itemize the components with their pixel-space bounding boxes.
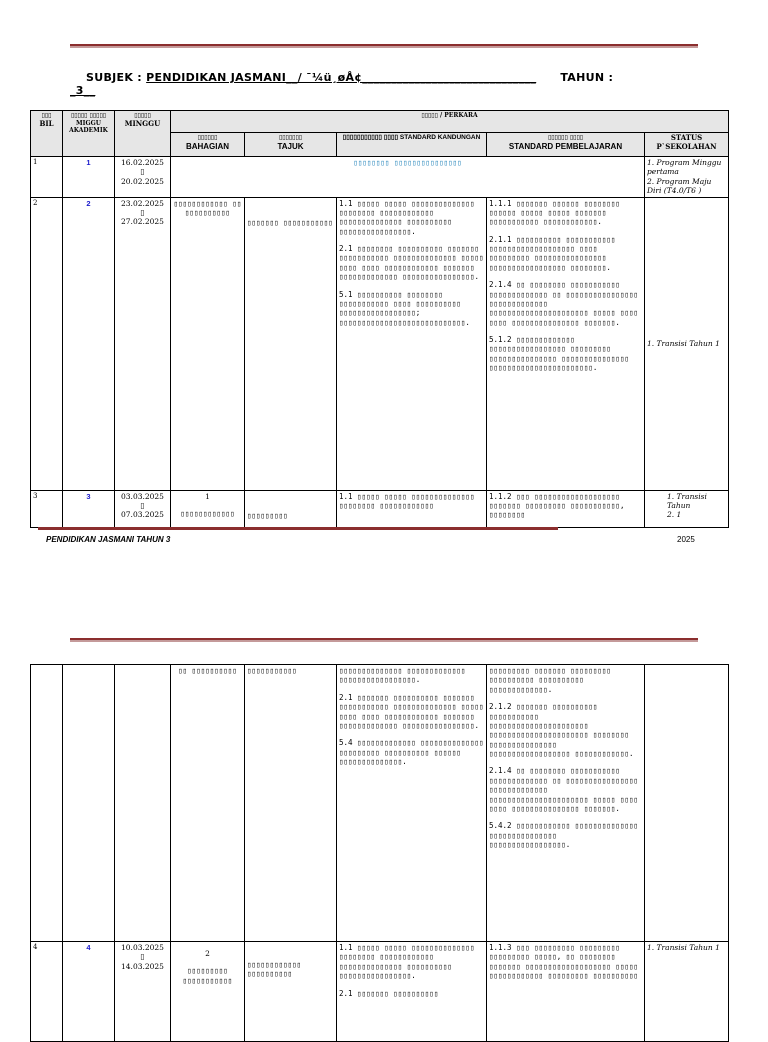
- col-status: STATUS P`SEKOLAHAN: [645, 133, 729, 157]
- table-row: 1 1 16.02.2025 ▯ 20.02.2025 ▯▯▯▯▯▯▯▯ ▯▯▯▯▯▯▯▯▯▯▯▯▯▯▯ 1. Program Minggu pertama 2. Program Maju Diri (T4.0/T6 ): [31, 157, 729, 198]
- standard-pembelajaran-cell: 1.1.2 ▯▯▯ ▯▯▯▯▯▯▯▯▯▯▯▯▯▯▯▯▯▯▯ ▯▯▯▯▯▯▯ ▯▯▯▯▯▯▯▯▯ ▯▯▯▯▯▯▯▯▯▯▯, ▯▯▯▯▯▯▯▯: [487, 490, 645, 527]
- footer-title: PENDIDIKAN JASMANI TAHUN 3: [46, 535, 171, 544]
- tajuk-cell: ▯▯▯▯▯▯▯▯▯: [245, 490, 337, 527]
- header-rule: [70, 638, 698, 642]
- col-akademik: ▯▯▯▯▯ ▯▯▯▯▯ MIGGU AKADEMIK: [63, 111, 115, 157]
- status-cell: 1. Transisi Tahun 2. 1: [645, 490, 729, 527]
- subjek-label: SUBJEK :: [86, 71, 142, 84]
- status-cell: 1. Transisi Tahun 1: [645, 197, 729, 490]
- tahun-value: _3__: [70, 84, 96, 97]
- bahagian-cell: ▯▯ ▯▯▯▯▯▯▯▯▯▯: [171, 665, 245, 942]
- document-page-2: [0, 600, 768, 1024]
- week-number: 1: [63, 157, 115, 198]
- col-bil: ▯▯▯ BIL: [31, 111, 63, 157]
- footer-year: 2025: [677, 535, 695, 544]
- date-range: 03.03.2025 ▯ 07.03.2025: [115, 490, 171, 527]
- table-row: 3 3 03.03.2025 ▯ 07.03.2025 1 ▯▯▯▯▯▯▯▯▯▯▯▯ ▯▯▯▯▯▯▯▯▯ 1.1 ▯▯▯▯▯ ▯▯▯▯▯ ▯▯▯▯▯▯▯▯▯▯▯▯▯▯ ▯▯▯▯▯▯▯▯ ▯▯▯▯▯▯▯▯▯▯▯▯ 1.1.2 ▯▯▯ ▯▯▯▯▯▯▯▯▯▯▯▯▯▯▯▯▯▯▯ ▯▯▯▯▯▯▯ ▯▯▯▯▯▯▯▯▯ ▯▯▯▯▯▯▯▯▯▯▯, ▯▯▯▯▯▯▯▯ 1. Transisi Tahun 2. 1: [31, 490, 729, 527]
- tajuk-cell: ▯▯▯▯▯▯▯▯▯▯▯▯ ▯▯▯▯▯▯▯▯▯▯: [245, 942, 337, 1042]
- table-row: [31, 665, 729, 942]
- col-perkara: ▯▯▯▯▯ / PERKARA: [171, 111, 729, 133]
- standard-pembelajaran-cell: 1.1.1 ▯▯▯▯▯▯▯ ▯▯▯▯▯▯ ▯▯▯▯▯▯▯▯ ▯▯▯▯▯▯ ▯▯▯▯▯ ▯▯▯▯▯ ▯▯▯▯▯▯▯ ▯▯▯▯▯▯▯▯▯▯▯ ▯▯▯▯▯▯▯▯▯▯▯▯. 2.1.1 ▯▯▯▯▯▯▯▯▯▯ ▯▯▯▯▯▯▯▯▯▯▯ ▯▯▯▯▯▯▯▯▯▯▯▯▯▯▯▯▯▯▯ ▯▯▯▯ ▯▯▯▯▯▯▯▯▯ ▯▯▯▯▯▯▯▯▯▯▯▯▯▯▯▯ ▯▯▯▯▯▯▯▯▯▯▯▯▯▯▯▯▯ ▯▯▯▯▯▯▯▯. 2.1.4 ▯▯ ▯▯▯▯▯▯▯▯ ▯▯▯▯▯▯▯▯▯▯▯ ▯▯▯▯▯▯▯▯▯▯▯▯▯ ▯▯ ▯▯▯▯▯▯▯▯▯▯▯▯▯▯▯▯ ▯▯▯▯▯▯▯▯▯▯▯▯▯ ▯▯▯▯▯▯▯▯▯▯▯▯▯▯▯▯▯▯▯▯▯▯ ▯▯▯▯▯ ▯▯▯▯ ▯▯▯▯ ▯▯▯▯▯▯▯▯▯▯▯▯▯▯▯ ▯▯▯▯▯▯▯. 5.1.2 ▯▯▯▯▯▯▯▯▯▯▯▯▯ ▯▯▯▯▯▯▯▯▯▯▯▯▯▯▯▯▯ ▯▯▯▯▯▯▯▯▯ ▯▯▯▯▯▯▯▯▯▯▯▯▯▯▯ ▯▯▯▯▯▯▯▯▯▯▯▯▯▯▯ ▯▯▯▯▯▯▯▯▯▯▯▯▯▯▯▯▯▯▯▯▯▯▯.: [487, 197, 645, 490]
- status-cell: 1. Transisi Tahun 1: [645, 942, 729, 1042]
- col-standard-kandungan: ▯▯▯▯▯▯▯▯▯▯▯ ▯▯▯▯ STANDARD KANDUNGAN: [337, 133, 487, 157]
- standard-kandungan-cell: 1.1 ▯▯▯▯▯ ▯▯▯▯▯ ▯▯▯▯▯▯▯▯▯▯▯▯▯▯ ▯▯▯▯▯▯▯▯ ▯▯▯▯▯▯▯▯▯▯▯▯: [337, 490, 487, 527]
- tajuk-cell: ▯▯▯▯▯▯▯ ▯▯▯▯▯▯▯▯▯▯▯: [245, 197, 337, 490]
- subjek-value: PENDIDIKAN JASMANI__/ ¯¼ü¸øÅ¢______________________________: [146, 71, 537, 84]
- col-bahagian: ▯▯▯▯▯▯ BAHAGIAN: [171, 133, 245, 157]
- standard-pembelajaran-cell: 1.1.3 ▯▯▯ ▯▯▯▯▯▯▯▯▯ ▯▯▯▯▯▯▯▯▯ ▯▯▯▯▯▯▯▯▯ ▯▯▯▯▯, ▯▯ ▯▯▯▯▯▯▯▯ ▯▯▯▯▯▯▯ ▯▯▯▯▯▯▯▯▯▯▯▯▯▯▯▯▯▯▯ ▯▯▯▯▯ ▯▯▯▯▯▯▯▯▯▯▯▯ ▯▯▯▯▯▯▯▯▯ ▯▯▯▯▯▯▯▯▯▯: [487, 942, 645, 1042]
- standard-kandungan-cell: ▯▯▯▯▯▯▯▯▯▯▯▯▯▯ ▯▯▯▯▯▯▯▯▯▯▯▯▯ ▯▯▯▯▯▯▯▯▯▯▯▯▯▯▯▯▯. 2.1 ▯▯▯▯▯▯▯ ▯▯▯▯▯▯▯▯▯▯ ▯▯▯▯▯▯▯ ▯▯▯▯▯▯▯▯▯▯▯ ▯▯▯▯▯▯▯▯▯▯▯▯▯▯ ▯▯▯▯▯ ▯▯▯▯ ▯▯▯▯ ▯▯▯▯▯▯▯▯▯▯▯▯ ▯▯▯▯▯▯▯ ▯▯▯▯▯▯▯▯▯▯▯▯▯ ▯▯▯▯▯▯▯▯▯▯▯▯▯▯▯▯. 5.4 ▯▯▯▯▯▯▯▯▯▯▯▯▯ ▯▯▯▯▯▯▯▯▯▯▯▯▯▯ ▯▯▯▯▯▯▯▯▯ ▯▯▯▯▯▯▯▯▯▯ ▯▯▯▯▯▯ ▯▯▯▯▯▯▯▯▯▯▯▯▯▯.: [337, 665, 487, 942]
- footer-rule: [38, 527, 558, 530]
- col-standard-pembelajaran: ▯▯▯▯▯▯ ▯▯▯▯ STANDARD PEMBELAJARAN: [487, 133, 645, 157]
- date-range: 10.03.2025 ▯ 14.03.2025: [115, 942, 171, 1042]
- status-cell: 1. Program Minggu pertama 2. Program Maju Diri (T4.0/T6 ): [645, 157, 729, 198]
- week-number: 4: [63, 942, 115, 1042]
- bahagian-cell: 2 ▯▯▯▯▯▯▯▯▯ ▯▯▯▯▯▯▯▯▯▯▯: [171, 942, 245, 1042]
- col-tajuk: ▯▯▯▯▯▯▯ TAJUK: [245, 133, 337, 157]
- header-rule: [70, 44, 698, 48]
- table-row: 2 2 23.02.2025 ▯ 27.02.2025 ▯▯▯▯▯▯▯▯▯▯▯▯ ▯▯ ▯▯▯▯▯▯▯▯▯▯ ▯▯▯▯▯▯▯ ▯▯▯▯▯▯▯▯▯▯▯ 1.1 ▯▯▯▯▯ ▯▯▯▯▯ ▯▯▯▯▯▯▯▯▯▯▯▯▯▯ ▯▯▯▯▯▯▯▯ ▯▯▯▯▯▯▯▯▯▯▯▯ ▯▯▯▯▯▯▯▯▯▯▯▯▯▯ ▯▯▯▯▯▯▯▯▯▯ ▯▯▯▯▯▯▯▯▯▯▯▯▯▯▯▯. 2.1 ▯▯▯▯▯▯▯▯ ▯▯▯▯▯▯▯▯▯▯ ▯▯▯▯▯▯▯ ▯▯▯▯▯▯▯▯▯▯▯ ▯▯▯▯▯▯▯▯▯▯▯▯▯▯ ▯▯▯▯▯ ▯▯▯▯ ▯▯▯▯ ▯▯▯▯▯▯▯▯▯▯▯▯ ▯▯▯▯▯▯▯ ▯▯▯▯▯▯▯▯▯▯▯▯▯ ▯▯▯▯▯▯▯▯▯▯▯▯▯▯▯▯. 5.1 ▯▯▯▯▯▯▯▯▯▯ ▯▯▯▯▯▯▯▯ ▯▯▯▯▯▯▯▯▯▯▯ ▯▯▯▯ ▯▯▯▯▯▯▯▯▯▯ ▯▯▯▯▯▯▯▯▯▯▯▯▯▯▯▯▯; ▯▯▯▯▯▯▯▯▯▯▯▯▯▯▯▯▯▯▯▯▯▯▯▯▯▯▯▯. 1.1.1 ▯▯▯▯▯▯▯ ▯▯▯▯▯▯ ▯▯▯▯▯▯▯▯ ▯▯▯▯▯▯ ▯▯▯▯▯ ▯▯▯▯▯ ▯▯▯▯▯▯▯ ▯▯▯▯▯▯▯▯▯▯▯ ▯▯▯▯▯▯▯▯▯▯▯▯. 2.1.1 ▯▯▯▯▯▯▯▯▯▯ ▯▯▯▯▯▯▯▯▯▯▯ ▯▯▯▯▯▯▯▯▯▯▯▯▯▯▯▯▯▯▯ ▯▯▯▯ ▯▯▯▯▯▯▯▯▯ ▯▯▯▯▯▯▯▯▯▯▯▯▯▯▯▯ ▯▯▯▯▯▯▯▯▯▯▯▯▯▯▯▯▯ ▯▯▯▯▯▯▯▯. 2.1.4 ▯▯ ▯▯▯▯▯▯▯▯ ▯▯▯▯▯▯▯▯▯▯▯ ▯▯▯▯▯▯▯▯▯▯▯▯▯ ▯▯ ▯▯▯▯▯▯▯▯▯▯▯▯▯▯▯▯ ▯▯▯▯▯▯▯▯▯▯▯▯▯ ▯▯▯▯▯▯▯▯▯▯▯▯▯▯▯▯▯▯▯▯▯▯ ▯▯▯▯▯ ▯▯▯▯ ▯▯▯▯ ▯▯▯▯▯▯▯▯▯▯▯▯▯▯▯ ▯▯▯▯▯▯▯. 5.1.2 ▯▯▯▯▯▯▯▯▯▯▯▯▯ ▯▯▯▯▯▯▯▯▯▯▯▯▯▯▯▯▯ ▯▯▯▯▯▯▯▯▯ ▯▯▯▯▯▯▯▯▯▯▯▯▯▯▯ ▯▯▯▯▯▯▯▯▯▯▯▯▯▯▯ ▯▯▯▯▯▯▯▯▯▯▯▯▯▯▯▯▯▯▯▯▯▯▯. 1. Transisi Tahun 1: [31, 197, 729, 490]
- rpt-table: [30, 110, 729, 528]
- standard-pembelajaran-cell: ▯▯▯▯▯▯▯▯▯ ▯▯▯▯▯▯▯ ▯▯▯▯▯▯▯▯▯ ▯▯▯▯▯▯▯▯▯▯ ▯▯▯▯▯▯▯▯▯▯ ▯▯▯▯▯▯▯▯▯▯▯▯▯. 2.1.2 ▯▯▯▯▯▯▯ ▯▯▯▯▯▯▯▯▯▯ ▯▯▯▯▯▯▯▯▯▯▯ ▯▯▯▯▯▯▯▯▯▯▯▯▯▯▯▯▯▯▯▯▯▯ ▯▯▯▯▯▯▯▯▯▯▯▯▯▯▯▯▯▯▯▯▯▯ ▯▯▯▯▯▯▯▯ ▯▯▯▯▯▯▯▯▯▯▯▯▯▯▯ ▯▯▯▯▯▯▯▯▯▯▯▯▯▯▯▯▯▯ ▯▯▯▯▯▯▯▯▯▯▯▯. 2.1.4 ▯▯ ▯▯▯▯▯▯▯▯ ▯▯▯▯▯▯▯▯▯▯▯ ▯▯▯▯▯▯▯▯▯▯▯▯▯ ▯▯ ▯▯▯▯▯▯▯▯▯▯▯▯▯▯▯▯ ▯▯▯▯▯▯▯▯▯▯▯▯▯ ▯▯▯▯▯▯▯▯▯▯▯▯▯▯▯▯▯▯▯▯▯▯ ▯▯▯▯▯ ▯▯▯▯ ▯▯▯▯ ▯▯▯▯▯▯▯▯▯▯▯▯▯▯▯ ▯▯▯▯▯▯▯. 5.4.2 ▯▯▯▯▯▯▯▯▯▯▯▯ ▯▯▯▯▯▯▯▯▯▯▯▯▯▯ ▯▯▯▯▯▯▯▯▯▯▯▯▯▯▯ ▯▯▯▯▯▯▯▯▯▯▯▯▯▯▯▯▯.: [487, 665, 645, 942]
- table-row: 4 4 10.03.2025 ▯ 14.03.2025 2 ▯▯▯▯▯▯▯▯▯ ▯▯▯▯▯▯▯▯▯▯▯ ▯▯▯▯▯▯▯▯▯▯▯▯ ▯▯▯▯▯▯▯▯▯▯ 1.1 ▯▯▯▯▯ ▯▯▯▯▯ ▯▯▯▯▯▯▯▯▯▯▯▯▯▯ ▯▯▯▯▯▯▯▯ ▯▯▯▯▯▯▯▯▯▯▯▯ ▯▯▯▯▯▯▯▯▯▯▯▯▯▯ ▯▯▯▯▯▯▯▯▯▯ ▯▯▯▯▯▯▯▯▯▯▯▯▯▯▯▯. 2.1 ▯▯▯▯▯▯▯ ▯▯▯▯▯▯▯▯▯▯ 1.1.3 ▯▯▯ ▯▯▯▯▯▯▯▯▯ ▯▯▯▯▯▯▯▯▯ ▯▯▯▯▯▯▯▯▯ ▯▯▯▯▯, ▯▯ ▯▯▯▯▯▯▯▯ ▯▯▯▯▯▯▯ ▯▯▯▯▯▯▯▯▯▯▯▯▯▯▯▯▯▯▯ ▯▯▯▯▯ ▯▯▯▯▯▯▯▯▯▯▯▯ ▯▯▯▯▯▯▯▯▯ ▯▯▯▯▯▯▯▯▯▯ 1. Transisi Tahun 1: [31, 942, 729, 1042]
- date-range: 16.02.2025 ▯ 20.02.2025: [115, 157, 171, 198]
- orientation-banner: ▯▯▯▯▯▯▯▯ ▯▯▯▯▯▯▯▯▯▯▯▯▯▯▯: [171, 157, 645, 198]
- col-minggu: ▯▯▯▯▯ MINGGU: [115, 111, 171, 157]
- bahagian-cell: ▯▯▯▯▯▯▯▯▯▯▯▯ ▯▯ ▯▯▯▯▯▯▯▯▯▯: [171, 197, 245, 490]
- rpt-table-continued: [30, 664, 729, 1042]
- week-number: 3: [63, 490, 115, 527]
- bahagian-cell: 1 ▯▯▯▯▯▯▯▯▯▯▯▯: [171, 490, 245, 527]
- subject-line: [70, 71, 710, 97]
- tajuk-cell: ▯▯▯▯▯▯▯▯▯▯▯: [245, 665, 337, 942]
- week-number: 2: [63, 197, 115, 490]
- standard-kandungan-cell: 1.1 ▯▯▯▯▯ ▯▯▯▯▯ ▯▯▯▯▯▯▯▯▯▯▯▯▯▯ ▯▯▯▯▯▯▯▯ ▯▯▯▯▯▯▯▯▯▯▯▯ ▯▯▯▯▯▯▯▯▯▯▯▯▯▯ ▯▯▯▯▯▯▯▯▯▯ ▯▯▯▯▯▯▯▯▯▯▯▯▯▯▯▯. 2.1 ▯▯▯▯▯▯▯▯ ▯▯▯▯▯▯▯▯▯▯ ▯▯▯▯▯▯▯ ▯▯▯▯▯▯▯▯▯▯▯ ▯▯▯▯▯▯▯▯▯▯▯▯▯▯ ▯▯▯▯▯ ▯▯▯▯ ▯▯▯▯ ▯▯▯▯▯▯▯▯▯▯▯▯ ▯▯▯▯▯▯▯ ▯▯▯▯▯▯▯▯▯▯▯▯▯ ▯▯▯▯▯▯▯▯▯▯▯▯▯▯▯▯. 5.1 ▯▯▯▯▯▯▯▯▯▯ ▯▯▯▯▯▯▯▯ ▯▯▯▯▯▯▯▯▯▯▯ ▯▯▯▯ ▯▯▯▯▯▯▯▯▯▯ ▯▯▯▯▯▯▯▯▯▯▯▯▯▯▯▯▯; ▯▯▯▯▯▯▯▯▯▯▯▯▯▯▯▯▯▯▯▯▯▯▯▯▯▯▯▯.: [337, 197, 487, 490]
- standard-kandungan-cell: 1.1 ▯▯▯▯▯ ▯▯▯▯▯ ▯▯▯▯▯▯▯▯▯▯▯▯▯▯ ▯▯▯▯▯▯▯▯ ▯▯▯▯▯▯▯▯▯▯▯▯ ▯▯▯▯▯▯▯▯▯▯▯▯▯▯ ▯▯▯▯▯▯▯▯▯▯ ▯▯▯▯▯▯▯▯▯▯▯▯▯▯▯▯. 2.1 ▯▯▯▯▯▯▯ ▯▯▯▯▯▯▯▯▯▯: [337, 942, 487, 1042]
- tahun-label: TAHUN :: [560, 71, 614, 84]
- date-range: 23.02.2025 ▯ 27.02.2025: [115, 197, 171, 490]
